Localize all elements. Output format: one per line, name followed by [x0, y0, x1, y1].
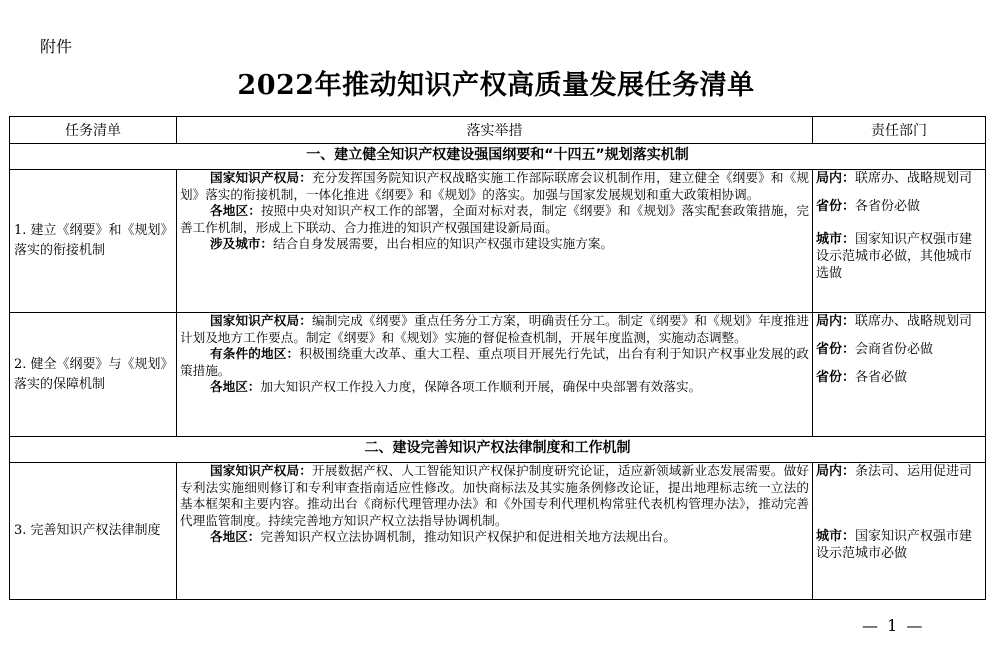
- measure-text: 加大知识产权工作投入力度，保障各项工作顺利开展，确保中央部署有效落实。: [260, 379, 702, 395]
- section-heading: 二、建设完善知识产权法律制度和工作机制: [10, 437, 986, 463]
- measure-lead: 有条件的地区：: [210, 346, 300, 362]
- dept-text: 联席办、战略规划司: [855, 314, 973, 329]
- page-number: — 1 —: [862, 616, 925, 635]
- measure-lead: 国家知识产权局：: [210, 170, 312, 185]
- dept-lead: 省份：: [816, 370, 856, 385]
- page-title: 2022年推动知识产权高质量发展任务清单: [237, 70, 755, 101]
- table-row: [10, 313, 986, 437]
- dept-text: 会商省份必做: [855, 342, 934, 357]
- dept-lead: 局内：: [816, 464, 856, 479]
- dept-lead: 城市：: [816, 232, 856, 247]
- dept-lead: 省份：: [816, 342, 856, 357]
- dept-text: 条法司、运用促进司: [855, 464, 973, 479]
- table-header-row: [10, 117, 986, 144]
- measure-lead: 涉及城市：: [210, 236, 273, 252]
- measures-cell: [177, 463, 813, 600]
- measure-text: 开展数据产权、人工智能知识产权保护制度研究论证，适应新领域新业态发展需要。做好专利法实施细则修订和专利审查指南适应性修改。加快商标法及其实施条例修改论证，提出地理标志统一立法的基本框架和主要内容。推动出台《商标代理管理办法》和《外国专利代理机构常驻代表机构管理办法》，推动完善代理监管制度。持续完善地方知识产权立法指导协调机制。: [180, 463, 810, 528]
- dept-cell: [813, 170, 986, 313]
- section-row: [10, 144, 986, 170]
- dept-lead: 省份：: [816, 199, 856, 214]
- section-row: [10, 437, 986, 463]
- dept-text: 各省份必做: [855, 199, 921, 214]
- table-row: [10, 170, 986, 313]
- dept-text: 国家知识产权强市建设示范城市必做，其他城市选做: [816, 232, 973, 281]
- measure-lead: 国家知识产权局：: [210, 313, 312, 328]
- header-dept: 责任部门: [813, 117, 986, 144]
- header-measures: 落实举措: [177, 117, 813, 144]
- dept-cell: [813, 463, 986, 600]
- measure-lead: 各地区：: [210, 203, 261, 219]
- measure-text: 充分发挥国务院知识产权战略实施工作部际联席会议机制作用，建立健全《纲要》和《规划》落实的衔接机制，一体化推进《纲要》和《规划》的落实。加强与国家发展规划和重大政策相协调。: [180, 170, 810, 202]
- measure-lead: 各地区：: [210, 379, 261, 395]
- measure-text: 完善知识产权立法协调机制，推动知识产权保护和促进相关地方法规出台。: [260, 529, 676, 545]
- dept-text: 各省必做: [855, 370, 908, 385]
- task-name: 2. 健全《纲要》与《规划》落实的保障机制: [10, 313, 177, 437]
- header-task: 任务清单: [10, 117, 177, 144]
- measures-cell: [177, 313, 813, 437]
- measures-cell: [177, 170, 813, 313]
- dept-lead: 城市：: [816, 529, 856, 544]
- table-row: [10, 463, 986, 600]
- task-name: 1. 建立《纲要》和《规划》落实的衔接机制: [10, 170, 177, 313]
- measure-text: 结合自身发展需要，出台相应的知识产权强市建设实施方案。: [272, 236, 613, 252]
- dept-lead: 局内：: [816, 171, 856, 186]
- measure-text: 积极围绕重大改革、重大工程、重点项目开展先行先试，出台有利于知识产权事业发展的政策措施。: [180, 346, 810, 378]
- dept-lead: 局内：: [816, 314, 856, 329]
- attachment-label: 附件: [40, 37, 73, 56]
- measure-lead: 国家知识产权局：: [210, 463, 312, 478]
- dept-cell: [813, 313, 986, 437]
- measure-lead: 各地区：: [210, 529, 261, 545]
- task-name: 3. 完善知识产权法律制度: [10, 463, 177, 600]
- dept-text: 国家知识产权强市建设示范城市必做: [816, 529, 973, 561]
- task-table: [9, 116, 986, 600]
- section-heading: 一、建立健全知识产权建设强国纲要和“十四五”规划落实机制: [10, 144, 986, 170]
- dept-text: 联席办、战略规划司: [855, 171, 973, 186]
- measure-text: 编制完成《纲要》重点任务分工方案，明确责任分工。制定《纲要》和《规划》年度推进计划及地方工作要点。制定《纲要》和《规划》实施的督促检查机制，开展年度监测，实施动态调整。: [180, 313, 810, 345]
- measure-text: 按照中央对知识产权工作的部署，全面对标对表，制定《纲要》和《规划》落实配套政策措施，完善工作机制，形成上下联动、合力推进的知识产权强国建设新局面。: [180, 203, 810, 235]
